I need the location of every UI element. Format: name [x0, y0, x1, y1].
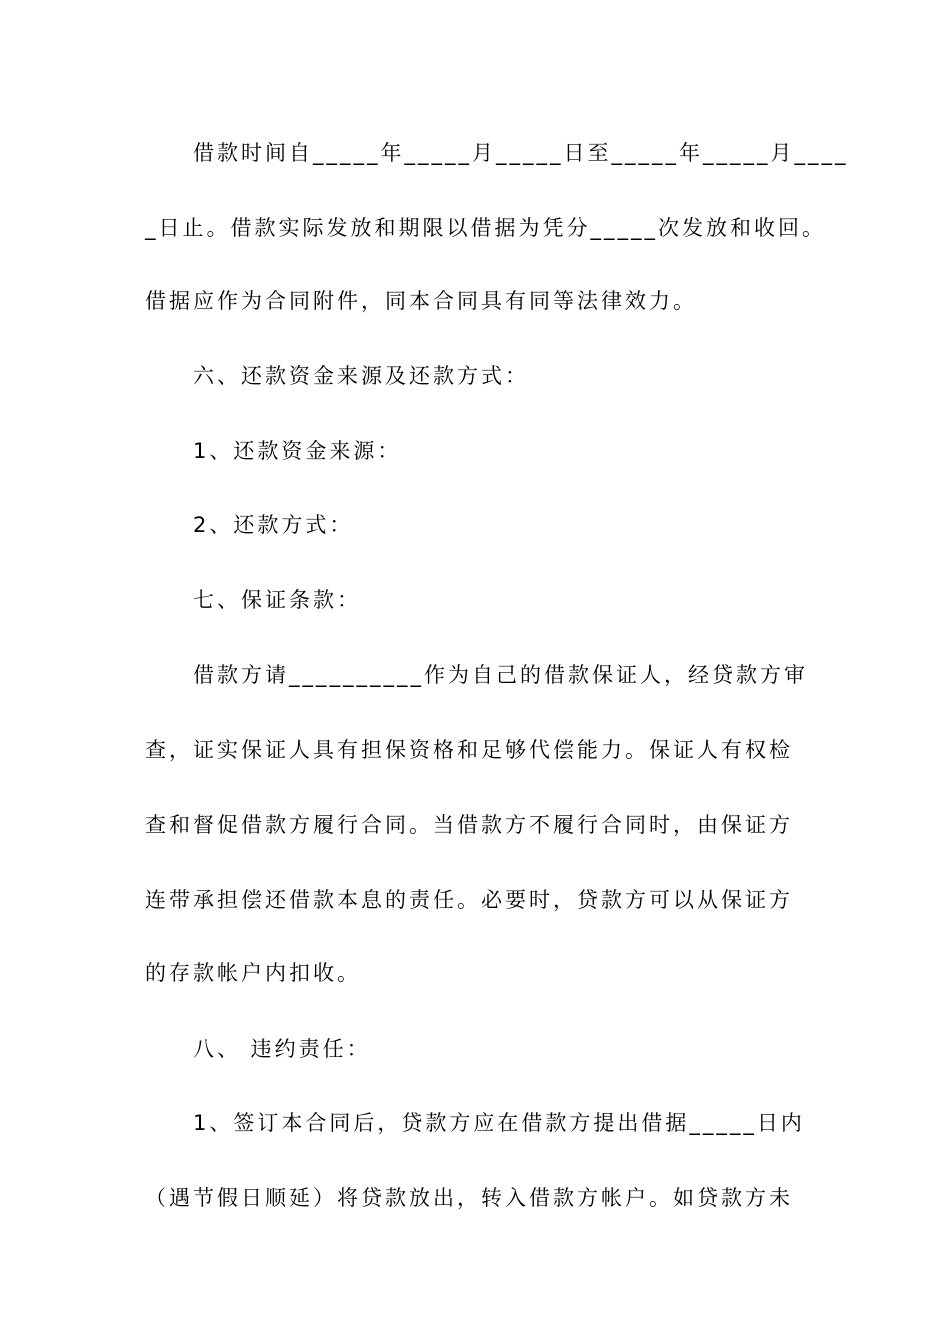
paragraph-line: 借款方请__________作为自己的借款保证人，经贷款方审	[193, 663, 808, 687]
section-heading: 六、还款资金来源及还款方式：	[193, 364, 529, 388]
paragraph-line: （遇节假日顺延）将贷款放出，转入借款方帐户。如贷款方未	[145, 1186, 793, 1210]
section-heading: 七、保证条款：	[193, 588, 361, 612]
paragraph-line: 1、签订本合同后，贷款方应在借款方提出借据_____日内	[193, 1111, 805, 1135]
paragraph-line: 查和督促借款方履行合同。当借款方不履行合同时，由保证方	[145, 813, 793, 837]
paragraph-line: 借款时间自_____年_____月_____日至_____年_____月____	[193, 141, 849, 165]
paragraph-line: 借据应作为合同附件，同本合同具有同等法律效力。	[145, 289, 697, 313]
paragraph-line: 连带承担偿还借款本息的责任。必要时，贷款方可以从保证方	[145, 888, 793, 912]
list-item: 2、还款方式：	[193, 513, 354, 537]
paragraph-line: _日止。借款实际发放和期限以借据为凭分_____次发放和收回。	[145, 216, 826, 240]
paragraph-line: 查，证实保证人具有担保资格和足够代偿能力。保证人有权检	[145, 738, 793, 762]
section-heading: 八、 违约责任：	[193, 1037, 371, 1061]
paragraph-line: 的存款帐户内扣收。	[145, 961, 361, 985]
list-item: 1、还款资金来源：	[193, 439, 402, 463]
